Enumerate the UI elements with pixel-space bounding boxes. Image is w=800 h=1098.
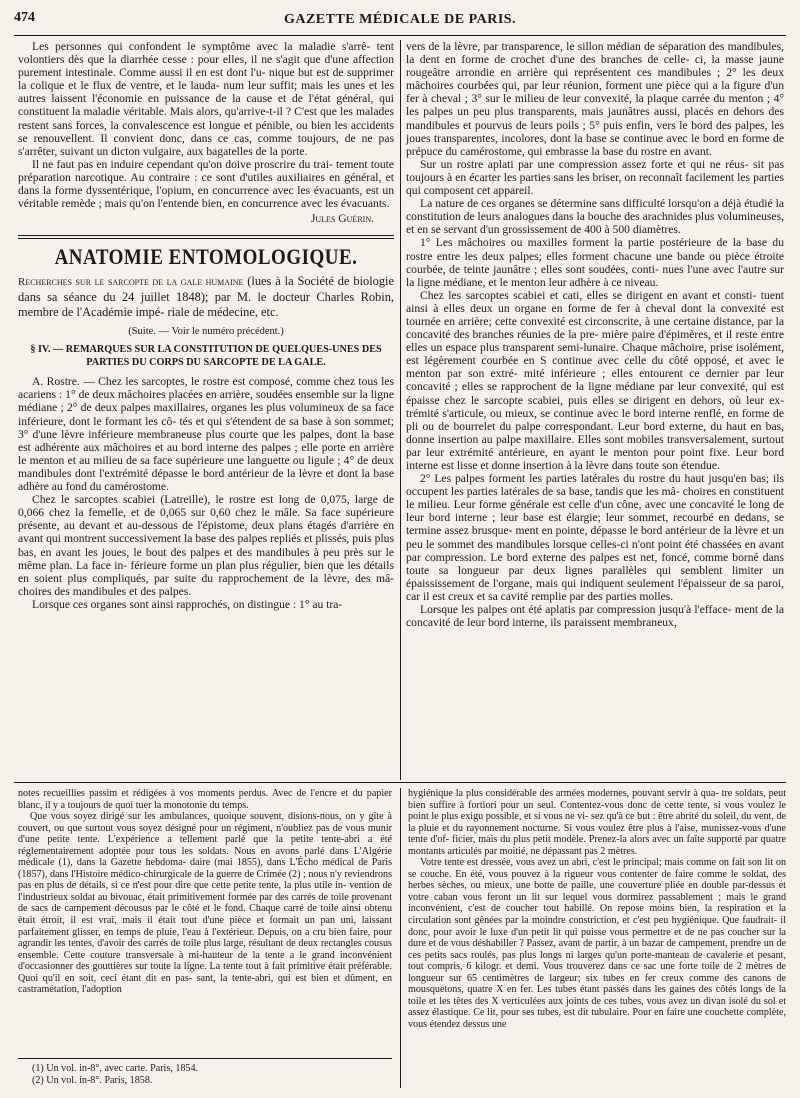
feuilleton-divider xyxy=(14,782,786,783)
feuilleton-paragraph-2: Que vous soyez dirigé sur les ambulances, quoique souvent, disions-nous, on y gîte à couvert, ou que surtout vous soyez désigné pour un régiment, n'oubliez pas de vous munir d'une petite tente. L'expérience a tellement parlé que la petite tente-abri a été réglementairement adoptée pour tous les soldats. Nous en avons parlé dans L'Algérie médicale (1), dans la Gazette hebdoma- daire (mai 1855), dans L'Écho médical de Paris (1857), dans l'Histoire médico-chirurgicale de la guerre de Crimée (2) ; nous n'y reviendrons pas en plus de détails, si ce n'est pour dire que cette petite tente, la plus utile in- vention de l'industrieux soldat au bivouac, était primitivement formée par des carrés de toile provenant de sacs de campement décousus par le côté et le fond. Chaque carré de toile ainsi obtenu était étroit, il est vrai, mais il était tout d'une pièce et formait un pan uni, laissant parfaitement glisser, en temps de pluie, l'eau à l'extérieur. Depuis, on a cru bien faire, pour agrandir les tentes, d'avoir des carrés de toile plus large, résultant de deux rectangles cousus ensemble. Cette couture transversale à mi-hauteur de la tente a le grand inconvénient d'occasionner des gouttières sur toute la ligne. La tente tout à fait primitive était préférable. Quoi qu'il en soit, ceci étant dit en pas- sant, la tente-abri, qui est bien et dûment, en castramétation, l'adoption xyxy=(18,811,392,996)
left-column xyxy=(18,40,394,611)
footnote-2: (2) Un vol. in-8°. Paris, 1858. xyxy=(32,1074,153,1086)
article-title: Recherches sur le sarcopte de la gale humaine (lues à la Société de biologie dans sa séance du 24 juillet 1848); par M. le docteur Charles Robin, membre de l'Académie impé- riale de médecine, etc. xyxy=(18,274,394,319)
feuilleton-paragraph-1: notes recueillies passim et rédigées à vos moments perdus. Avec de l'encre et du papier blanc, il y a toujours de quoi tuer la monotonie du temps. xyxy=(18,788,392,811)
newspaper-page xyxy=(14,10,786,1090)
right-paragraph-4: 1° Les mâchoires ou maxilles forment la partie postérieure de la base du rostre entre les deux palpes; elles forment chacune une bande ou pièce étroite courbée, de teinte jaunâtre ; elles sont soudées, conti- nues l'une avec l'autre sur la ligne médiane, et le menton leur adhère à ce niveau. xyxy=(406,236,784,289)
right-paragraph-3: La nature de ces organes se détermine sans difficulté lorsqu'on a déjà étudié la constitution de leurs analogues dans la bouche des arachnides plus volumineuses, et en se servant d'un grossissement de 400 à 500 diamètres. xyxy=(406,197,784,237)
feuilleton-area xyxy=(14,788,786,1088)
feuilleton-right-column xyxy=(408,788,786,1030)
footnote-1: (1) Un vol. in-8°, avec carte. Paris, 1854. xyxy=(32,1063,199,1074)
page-number: 474 xyxy=(14,10,35,25)
body-paragraph-1: A. Rostre. — Chez les sarcoptes, le rostre est composé, comme chez tous les acariens : 1° de deux mâchoires placées en arrière, soudées ensemble sur la ligne médiane ; 2° de deux palpes maxillaires, organes les plus volumineux de sa face inférieure, dont le formant les cô- tés et qui s'étendent de sa base à son sommet; 3° d'une lèvre inférieure membraneuse plus courte que les palpes, dont la base est adhérente aux mâchoires et au bord interne des palpes ; elle porte en arrière le menton et au milieu de sa face supérieure une languette ou ligule ; 4° de deux mandibules dont l'extrémité dépasse le bord antérieur de la lèvre et dont la base adhère au fond du camérostome. xyxy=(18,375,394,494)
right-column xyxy=(406,40,784,629)
feuilleton-column-divider xyxy=(400,788,401,1088)
section-subheading: § IV. — REMARQUES SUR LA CONSTITUTION DE QUELQUES-UNES DES PARTIES DU CORPS DU SARCOPTE DE LA GALE. xyxy=(30,344,382,368)
right-paragraph-7: Lorsque les palpes ont été aplatis par compression jusqu'à l'efface- ment de la concavité de leur bord interne, ils paraissent membraneux, xyxy=(406,603,784,630)
footnotes xyxy=(18,1058,392,1086)
intro-paragraph-2: Il ne faut pas en induire cependant qu'on doive proscrire du trai- tement toute préparation narcotique. Au contraire : ce sont d'utiles auxiliaires en général, et dans la forme dyssentérique, l'opium, en concurrence avec les évacuants, est un véritable remède ; mais qu'on l'entende bien, en concurrence avec les évacuants. xyxy=(18,157,394,211)
right-paragraph-6: 2° Les palpes forment les parties latérales du rostre du haut jusqu'en bas; ils occupent les parties latérales de sa base, tandis que les mâ- choires en constituent le milieu. Leur forme générale est celle d'un cône, avec une concavité le long de leur bord interne ; leur base est élargie; leur sommet, recourbé en dedans, se termine assez brusque- ment en pointe, dépasse le bord antérieur de la lèvre et un peu le sommet des mandibules lorsque celles-ci n'ont point été chassées en avant par compression. Le bord externe des palpes est net, foncé, comme borné dans toute sa longueur par deux lignes parallèles qui semblent limiter un épaississement de l'organe, mais qui indiquent seulement l'épaisseur de sa paroi, car il est creux et sa cavité remplie par des parties molles. xyxy=(406,472,784,603)
feuilleton-paragraph-4: Votre tente est dressée, vous avez un abri, c'est le principal; mais comme on fait son lit on se couche. En été, vous pouvez à la rigueur vous contenter de faire comme le soldat, des herbes sèches, ou mieux, une botte de paille, une couverture pliée en double par-dessus et votre caban vous feront un lit sur lequel vous dormirez passablement ; mais le grand inconvénient, c'est de coucher tout habillé. On repose moins bien, la respiration et la circulation sont gênées par la moindre constriction, et c'est peu hygiénique. Que faudrait- il donc, pour avoir le luxe d'un petit lit qui puisse vous permettre et de ne pas coucher sur la dure et de vous déshabiller ? Passez, avant de partir, à un bazar de campement, prendre un de ces petits sacs roulés, pas plus longs ni larges qu'un porte-manteau de cavalerie et pesant, tout compris, 6 kilogr. et demi. Vous trouverez dans ce sac une forte toile de 2 mètres de longueur sur 65 centimètres de largeur; six tubes en fer creux comme des canons de mousquetons, quatre X en fer. Les tubes étant passés dans les gaines des côtés longs de la toile et les têtes des X verticulées aux joints de ces tubes, vous avez un divan isolé du sol et assez élastique. Ce lit, pour ses tubes, est dit tubulaire. Pour en faire une couchette complète, vous étendez dessus une xyxy=(408,857,786,1030)
right-paragraph-5: Chez les sarcoptes scabiei et cati, elles se dirigent en avant et consti- tuent ainsi à elles deux un organe en forme de fer à cheval dont la convexité est tournée en arrière; cette convexité est circonscrite, à une certaine distance, par la concavité des branches réunies de la pre- mière paire d'épimères, et il reste entre elles un espace plus transparent semi-lunaire. Chaque mâchoire, prise isolément, est légèrement courbée en S continue avec celle du côté opposé, et avec le menton par son extré- mité inférieure ; elles entourent ce dernier par leur concavité ; elles se rapprochent de la ligne médiane par leur convexité, qui est épaisse chez le sarcopte scabiei, puis elles se dirigent en dehors, où leur ex- trémité s'articule, ou mieux, se continue avec le bord interne renflé, en forme de pli ou de bourrelet du palpe correspondant. Leur bord externe, du haut en bas, donne insertion au palpe maxillaire. Elles sont mobiles transversalement, surtout par leur extrémité antérieure, en ayant le menton pour point fixe. Leur bord interne est lisse et donne insertion à la lèvre dans toute son étendue. xyxy=(406,288,784,472)
journal-title: GAZETTE MÉDICALE DE PARIS. xyxy=(283,12,517,27)
section-title: ANATOMIE ENTOMOLOGIQUE. xyxy=(54,245,358,270)
feuilleton-left-column xyxy=(18,788,392,996)
intro-paragraph-1: Les personnes qui confondent le symptôme avec la maladie s'arrê- tent volontiers dès que la diarrhée cesse : pour elles, il ne s'agit que d'une affection purement intestinale. Comme aussi il en est dont l'u- nique but est de supprimer la colique et le flux de ventre, et le lauda- num leur suffit; mais les unes et les autres laissent l'économie en puissance de la cause et de l'état général, qui constituent la maladie véritable. Mais alors, qu'arrive-t-il ? C'est que les malades restent sans forces, la convalescence est longue et pénible, ou bien les accidents se renouvellent. Il convient donc, dans ce cas, comme toujours, de ne pas s'arrêter, suivant un dicton vulgaire, aux bagatelles de la porte. xyxy=(18,40,394,158)
suite-note: (Suite. — Voir le numéro précédent.) xyxy=(128,326,284,338)
main-article-area xyxy=(14,40,786,780)
right-paragraph-1: vers de la lèvre, par transparence, le sillon médian de séparation des mandibules, la dent en forme de crochet d'une des branches de celle- ci, la masse jaune rougeâtre arrondie en arrière qui représentent ces mandibules ; 2° les deux mâchoires courbées qui, par leur réunion, forment une pièce qui a la figure d'un fer à cheval ; 3° sur le milieu de leur convexité, la plaque carrée du menton ; 4° les palpes un peu plus transparents, mais jaunâtres aussi, placés en dehors des mandibules et pourvus de leurs poils ; 5° puis enfin, vers le bord des palpes, les joues transparentes, incolores, dont la base se continue avec le bord en forme de prépuce du camérostome, qui embrasse la base du rostre en avant. xyxy=(406,40,784,158)
body-paragraph-2: Chez le sarcoptes scabiei (Latreille), le rostre est long de 0,075, large de 0,066 chez la femelle, et de 0,065 sur 0,60 chez le mâle. Sa face supérieure présente, au devant et au-dessous de l'épistome, deux plans étagés d'arrière en avant qui montrent successivement la base des palpes repliés et plissés, puis plus bas, en avant les joues, le bout des palpes et des mandibules à peu près sur le même plan. La face in- férieure forme un plan plus régulier, bien que les détails en soient plus compliqués, par suite du rapprochement de la lèvre, des mâ- choires des mandibules et des palpes. xyxy=(18,493,394,598)
section-divider xyxy=(18,235,394,239)
body-paragraph-3: Lorsque ces organes sont ainsi rapprochés, on distingue : 1° au tra- xyxy=(32,597,343,611)
right-paragraph-2: Sur un rostre aplati par une compression assez forte et qui ne réus- sit pas toujours à en écarter les parties sans les briser, on reconnaît facilement les parties qui composent cet appareil. xyxy=(406,157,784,198)
page-header xyxy=(14,10,786,36)
signature: Jules Guérin. xyxy=(310,212,374,226)
column-divider xyxy=(400,40,401,780)
feuilleton-paragraph-3: hygiénique la plus considérable des armées modernes, pouvant servir à qua- tre soldats, peut bien suffire à fortiori pour un seul. Contentez-vous donc de cette tente, si vous voulez le point le plus exigu possible, et si vous ne vi- sez qu'à ce but : être abrité du soleil, du vent, de la pluie et du rayonnement nocturne. Si vous voulez être plus à l'aise, munissez-vous d'une tente d'of- ficier, mais du plus petit modèle. Prenez-la alors avec un faîte supporté par quatre montants articulés par moitié, ne dépassant pas 2 mètres. xyxy=(408,788,786,857)
